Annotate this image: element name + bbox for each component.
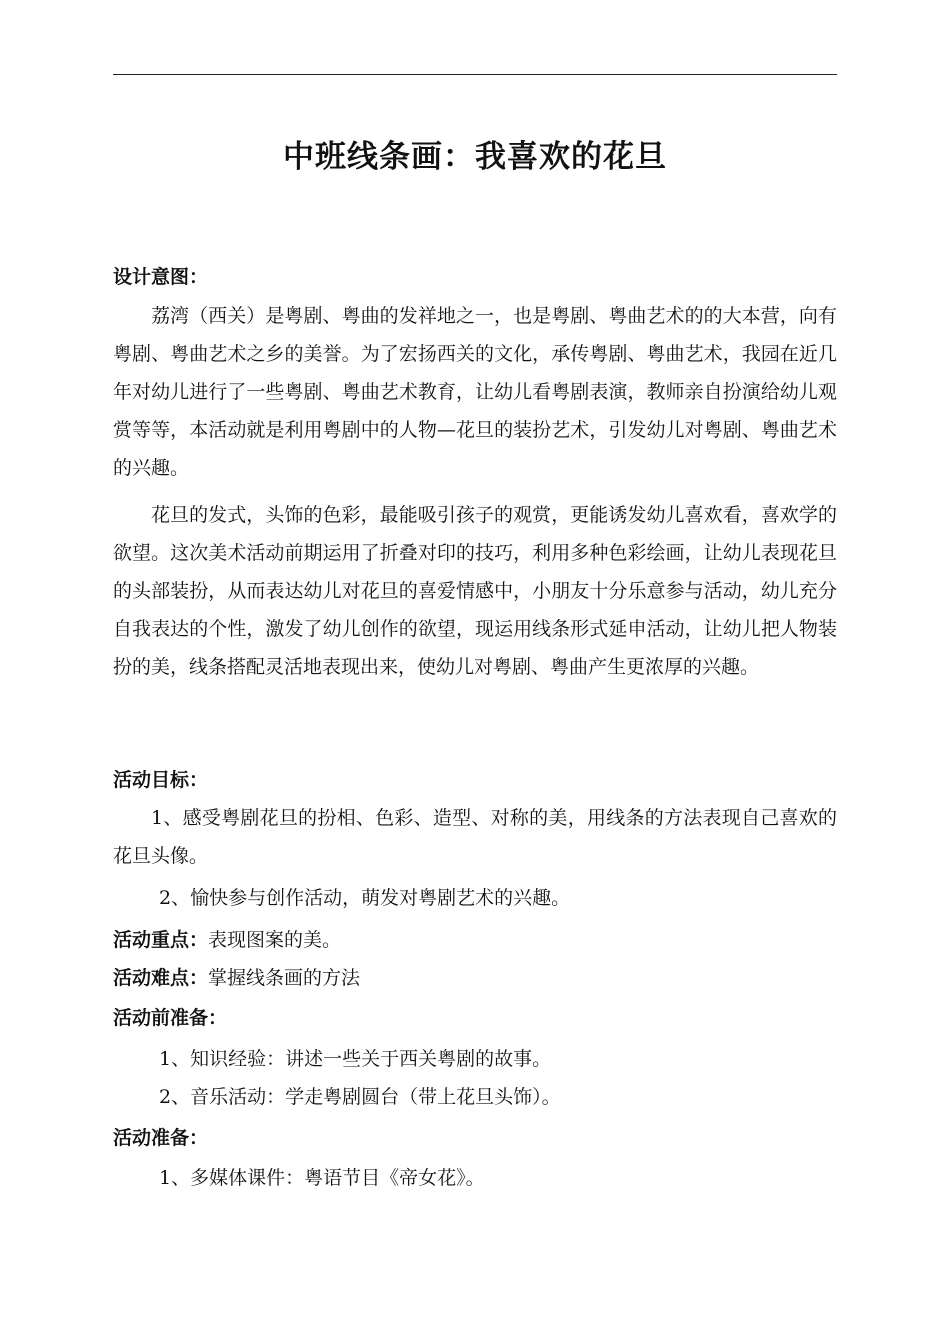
activity-focus-label: 活动重点： (113, 929, 209, 951)
document-title: 中班线条画：我喜欢的花旦 (283, 139, 667, 175)
activity-focus (113, 926, 837, 954)
design-intent-paragraph-1: 荔湾（西关）是粤剧、粤曲的发祥地之一，也是粤剧、粤曲艺术的的大本营，向有粤剧、粤曲艺术之乡的美誉。为了宏扬西关的文化，承传粤剧、粤曲艺术，我园在近几年对幼儿进行了一些粤剧、粤曲艺术教育，让幼儿看粤剧表演，教师亲自扮演给幼儿观赏等等，本活动就是利用粤剧中的人物—花旦的装扮艺术，引发幼儿对粤剧、粤曲艺术的兴趣。 (113, 305, 837, 479)
header-rule (113, 74, 837, 75)
activity-prep-1: 1、多媒体课件：粤语节目《帝女花》。 (159, 1167, 485, 1189)
pre-activity-prep-heading: 活动前准备： (113, 1007, 228, 1029)
activity-difficulty-label: 活动难点： (113, 967, 209, 989)
design-intent-paragraph-2: 花旦的发式，头饰的色彩，最能吸引孩子的观赏，更能诱发幼儿喜欢看，喜欢学的欲望。这次美术活动前期运用了折叠对印的技巧，利用多种色彩绘画，让幼儿表现花旦的头部装扮，从而表达幼儿对花旦的喜爱情感中，小朋友十分乐意参与活动，幼儿充分自我表达的个性，激发了幼儿创作的欲望，现运用线条形式延申活动，让幼儿把人物装扮的美，线条搭配灵活地表现出来，使幼儿对粤剧、粤曲产生更浓厚的兴趣。 (113, 504, 837, 678)
activity-focus-text: 表现图案的美。 (208, 929, 342, 951)
activity-goals-heading: 活动目标： (113, 769, 209, 791)
activity-difficulty (113, 964, 837, 992)
activity-difficulty-text: 掌握线条画的方法 (208, 967, 361, 989)
activity-goal-2: 2、愉快参与创作活动，萌发对粤剧艺术的兴趣。 (159, 887, 571, 909)
activity-prep-heading: 活动准备： (113, 1127, 209, 1149)
pre-activity-prep-2: 2、音乐活动：学走粤剧圆台（带上花旦头饰）。 (159, 1086, 561, 1108)
activity-goal-1: 1、感受粤剧花旦的扮相、色彩、造型、对称的美，用线条的方法表现自己喜欢的花旦头像。 (113, 807, 837, 867)
design-intent-heading: 设计意图： (113, 266, 209, 288)
pre-activity-prep-1: 1、知识经验：讲述一些关于西关粤剧的故事。 (159, 1048, 552, 1070)
